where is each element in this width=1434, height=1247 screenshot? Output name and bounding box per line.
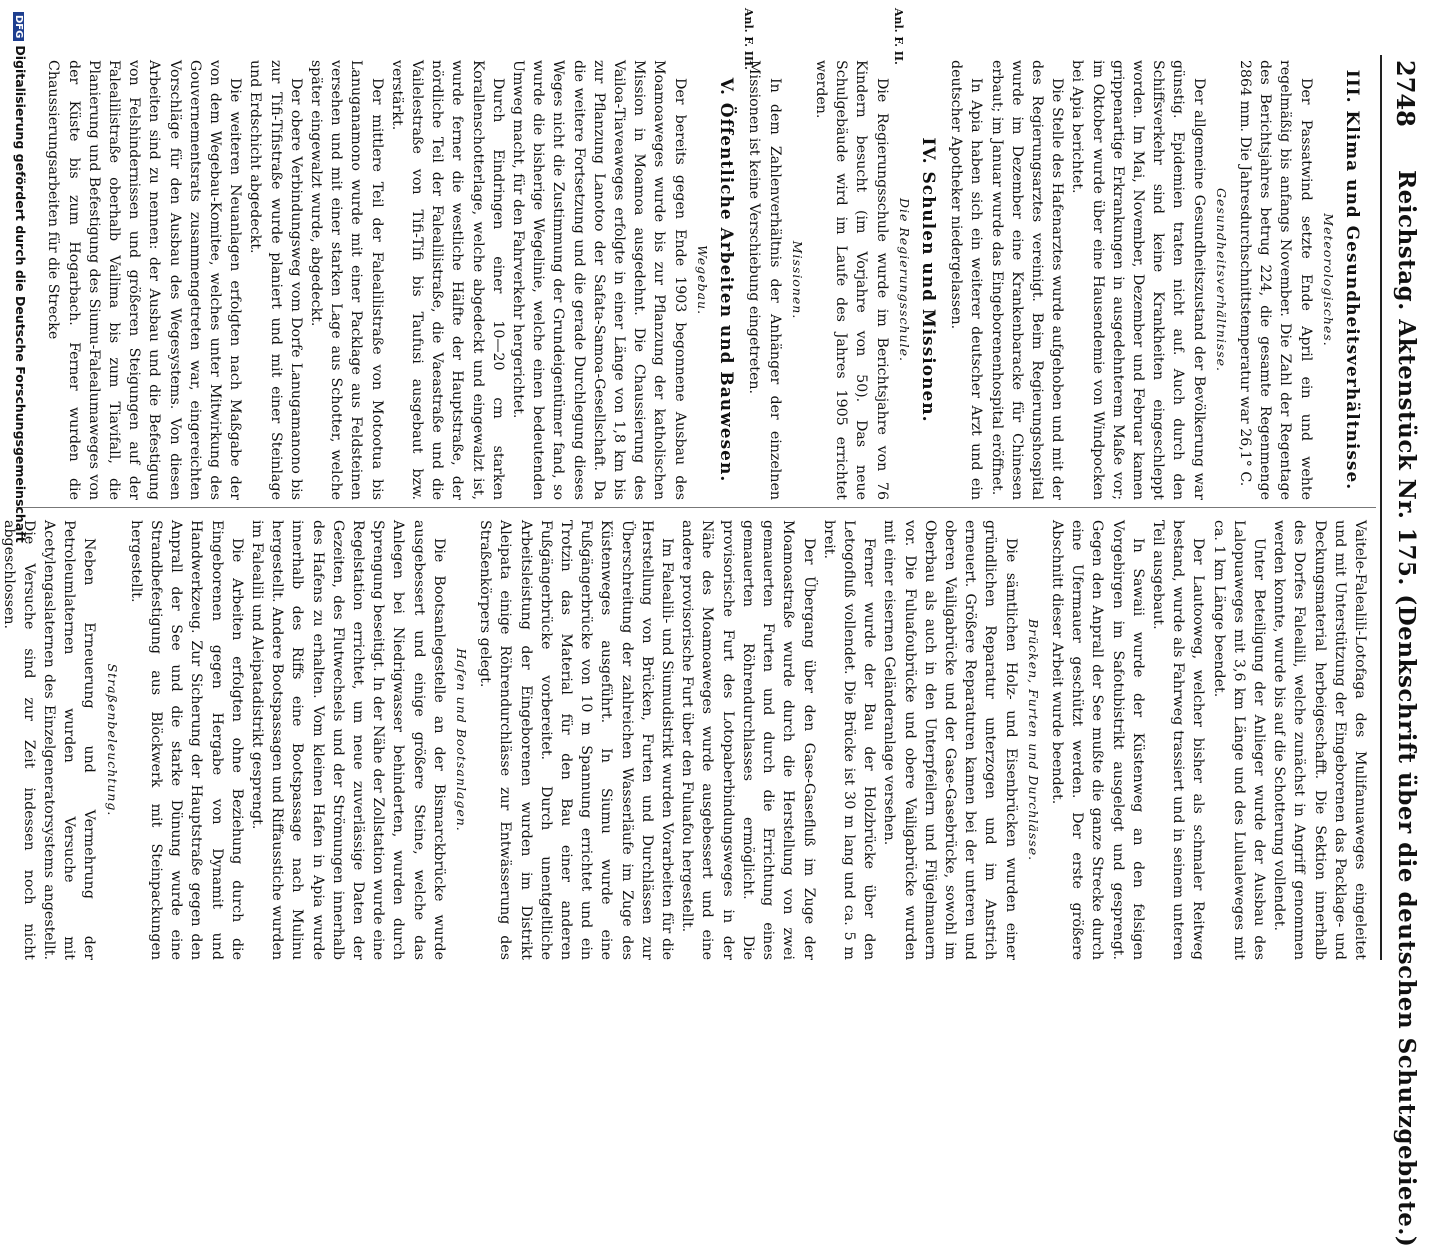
subheading: Straßenbeleuchtung. xyxy=(104,663,120,817)
paragraph: Der allgemeine Gesundheitszustand der Bevölkerung war günstig. Epidemien traten nicht auf. Auch durch den Schiffsverkehr sind keine Krankheiten eingeschleppt worden. Im Mai, November, Dezember und Februar kamen grippenartige Erkrankungen in ausgedehnterem Maße vor; im Oktober wurde über eine Hausendemie von Windpocken bei Apia berichtet. xyxy=(1069,60,1207,500)
paragraph: Im Falealili- und Siumudistrikt wurden Vorarbeiten für die Herstellung von Brücken, Furten und Durchlässen zur Überschreitung der zahlreichen Wasserläufe im Zuge des Küstenweges ausgeführt. In Siumu wurde eine Fußgängerbrücke von 10 m Spannung errichtet und ein Trotzin das Material für den Bau einer anderen Fußgängerbrücke vorbereitet. Durch unentgeltliche Arbeitsleistung der Eingeborenen wurden im Distrikt Aleipata einige Röhrendurchlässe zur Entwässerung des Straßenkörpers gelegt. xyxy=(477,520,676,960)
paragraph: Vaitele-Falealili-Lotofaga des Mulifanuaweges eingeleitet und mit Unterstützung der Eingeborenen das Packlage- und Deckungsmaterial herbeigeschafft. Die Sektion innerhalb des Dorfes Falealili, welche zunächst in Angriff genommen werden konnte, wurde bis auf die Schotterung vollendet. xyxy=(1271,520,1368,960)
subheading: Gesundheitsverhältnisse. xyxy=(1213,188,1229,372)
paragraph: Die weiteren Neuanlagen erfolgten nach Maßgabe der von dem Wegebau-Komitee, welches unter Mitwirkung des Gouvernementsrats zusammengetreten war, eingereichten Vorschläge für den Ausbau des Wegesystems. Von diesen Arbeiten sind zu nennen: der Ausbau und die Befestigung von Felshindernissen und größeren Steigungen auf der Falealilistraße oberhalb Vailima bis zum Tiavifall, die Planierung und Befestigung des Siumu-Falealumaweges von der Küste bis zum Hogarbach. Ferner wurden die Chaussierungsarbeiten für die Strecke xyxy=(45,60,244,500)
margin-note-1: Anl. F. II. xyxy=(892,8,905,65)
paragraph: Neben Erneuerung und Vermehrung der Petroleumlaternen wurden Versuche mit Acetylengaslaternen des Einzelgeneratorsystems angestellt. Die Versuche sind zur Zeit indessen noch nicht abgeschlossen. xyxy=(0,520,98,960)
paragraph: Die Arbeiten erfolgten ohne Beziehung durch die Eingeborenen gegen Hergabe von Dynamit und Handwerkzeug. Zur Sicherung der Hauptstraße gegen den Anprall der See und die starke Dünung wurde eine Strandbefestigung aus Blöckwerk mit Steinpackungen hergestellt. xyxy=(127,520,245,960)
subheading: Wegebau. xyxy=(694,244,710,316)
paragraph: In Sawaii wurde der Küstenweg an den felsigen Vorgebirgen im Safotubistrikt ausgelegt und gesprengt. Gegen den Anprall der See mußte die ganze Strecke durch eine Ufermauer geschützt werden. Der erste größere Abschnitt dieser Arbeit wurde beendet. xyxy=(1048,520,1146,960)
paragraph: Der Übergang über den Gase-Gasefluß im Zuge der Moamoastraße wurde durch die Herstellung von zwei gemauerten Furten und durch die Errichtung eines gemauerten Röhrendurchlasses ermöglicht. Die provisorische Furt des Lotopaberbindungsweges in der Nähe des Moamoaweges wurde ausgebessert und eine andere provisorische Furt über den Fuluafou hergestellt. xyxy=(679,520,817,960)
paragraph: Der Lautooweg, welcher bisher als schmaler Reitweg bestand, wurde als Fahrweg trassiert und in seinem unteren Teil ausgebaut. xyxy=(1149,520,1207,960)
paragraph: Die Stelle des Hafenarztes wurde aufgehoben und mit der des Regierungsarztes vereinigt. Beim Regierungshospital wurde im Dezember eine Krankenbaracke für Chinesen erbaut; im Januar wurde das Eingeborenenhospital eröffnet. xyxy=(988,60,1066,500)
paragraph: Der mittlere Teil der Falealilistraße von Motootua bis Lanuganamono wurde mit einer Packlage aus Feldsteinen versehen und mit einer starken Lage aus Schotter, welche später eingewalzt wurde, abgedeckt. xyxy=(308,60,385,500)
page-header xyxy=(1376,60,1426,1247)
paragraph: Durch Eindringen einer 10—20 cm starken Korallenschotterlage, welche abgedeckt und eingewalzt ist, wurde ferner die westliche Hälfte der Hauptstraße, der nördliche Teil der Falealilistraße, die Vaeastraße und die Vailelestraße von Tifi-Tifi bis Taufusi ausgebaut bzw. verstärkt. xyxy=(388,60,506,500)
paragraph: Die Regierungsschule wurde im Berichtsjahre von 76 Kindern besucht (im Vorjahre von 50). Das neue Schulgebäude wird im Laufe des Jahres 1905 errichtet werden. xyxy=(812,60,890,500)
paragraph: Der bereits gegen Ende 1903 begonnene Ausbau des Moamoaweges wurde bis zur Pflanzung der katholischen Mission in Moamoa ausgedehnt. Die Chaussierung des Vailoa-Tiaveaweges erfolgte in einer Länge von 1,8 km bis zur Pflanzung Lanotoo der Safata-Samoa-Gesellschaft. Da die weitere Fortsetzung und die gerade Durchlegung dieses Weges nicht die Zustimmung der Grundeigentümer fand, so wurde die bisherige Wegelinie, welche einen bedeutenden Umweg macht, für den Fahrverkehr hergerichtet. xyxy=(510,60,688,500)
margin-note-2: Anl. F. III. xyxy=(742,8,755,70)
header-rule xyxy=(1380,55,1382,960)
digitization-credit xyxy=(13,12,28,543)
paragraph: Unter Beteiligung der Anlieger wurde der Ausbau des Lalopuaweges mit 3,6 km Länge und des Lulualeweges mit ca. 1 km Länge beendet. xyxy=(1210,520,1267,960)
right-column xyxy=(0,520,1370,960)
paragraph: Die Bootsanlegestelle an der Bismarckbrücke wurde ausgebessert und einige größere Steine, welche das Anlegen bei Niedrigwasser behinderten, wurden durch Sprengung beseitigt. In der Nähe der Zollstation wurde eine Regelstation errichtet, um neue zuverlässige Daten der Gezeiten, des Flutwechsels und der Strömungen innerhalb des Hafens zu erhalten. Vom kleinen Hafen in Apia wurde innerhalb des Riffs eine Bootspassage nach Mulinu hergestellt. Andere Bootspassagen und Riffausstiche wurden im Falealili und Aleipatadistrikt gesprengt. xyxy=(249,520,447,960)
section-heading: IV. Schulen und Missionen. xyxy=(917,137,938,423)
credit-text: Digitalisierung gefördert durch die Deutsche Forschungsgemeinschaft xyxy=(13,45,28,543)
paragraph: Ferner wurde der Bau der Holzbrücke über den Letogofluß vollendet. Die Brücke ist 30 m lang und ca. 5 m breit. xyxy=(820,520,878,960)
paragraph: Der obere Verbindungsweg vom Dorfe Lanugamanono bis zur Tifi-Tifistraße wurde planiert und mit einer Steinlage und Erdschicht abgedeckt. xyxy=(247,60,304,500)
section-heading: III. Klima und Gesundheitsverhältnisse. xyxy=(1342,69,1362,491)
paragraph: In Apia haben sich ein weiterer deutscher Arzt und ein deutscher Apotheker niedergelassen. xyxy=(948,60,985,500)
column-divider xyxy=(16,507,1376,508)
dfg-logo: DFG xyxy=(13,12,24,41)
left-column xyxy=(43,60,1370,500)
page-title: Reichstag. Aktenstück Nr. 175. (Denkschrift über die deutschen Schutzgebiete.) xyxy=(1393,170,1420,1247)
subheading: Meteorologisches. xyxy=(1320,213,1336,347)
subheading: Hafen und Bootsanlagen. xyxy=(454,648,470,832)
subheading: Die Regierungsschule. xyxy=(896,198,912,362)
section-heading: V. Öffentliche Arbeiten und Bauwesen. xyxy=(716,77,737,483)
paragraph: Der Passatwind setzte Ende April ein und wehte regelmäßig bis anfangs November. Die Zahl der Regentage des Berichtsjahres betrug 224, die gesamte Regenmenge 2864 mm. Die Jahresdurchschnittstemperatur war 26,1° C. xyxy=(1236,60,1314,500)
paragraph: Die sämtlichen Holz- und Eisenbrücken wurden einer gründlichen Reparatur unterzogen und im Anstrich erneuert. Größere Reparaturen kamen bei der unteren und oberen Vailigabrücke und der Gase-Gasebrücke, sowohl im Oberbau als auch in den Unterpfeilern und Flügelmauern vor. Die Fuluafoubrücke und obere Vailigabrücke wurden mit einer eisernen Geländeranlage versehen. xyxy=(881,520,1019,960)
subheading: Brücken, Furten und Durchlässe. xyxy=(1025,618,1041,862)
paragraph: In dem Zahlenverhältnis der Anhänger der einzelnen Missionen ist keine Verschiebung eingetreten. xyxy=(746,60,783,500)
page-number: 2748 xyxy=(1391,60,1420,127)
subheading: Missionen. xyxy=(789,240,805,320)
